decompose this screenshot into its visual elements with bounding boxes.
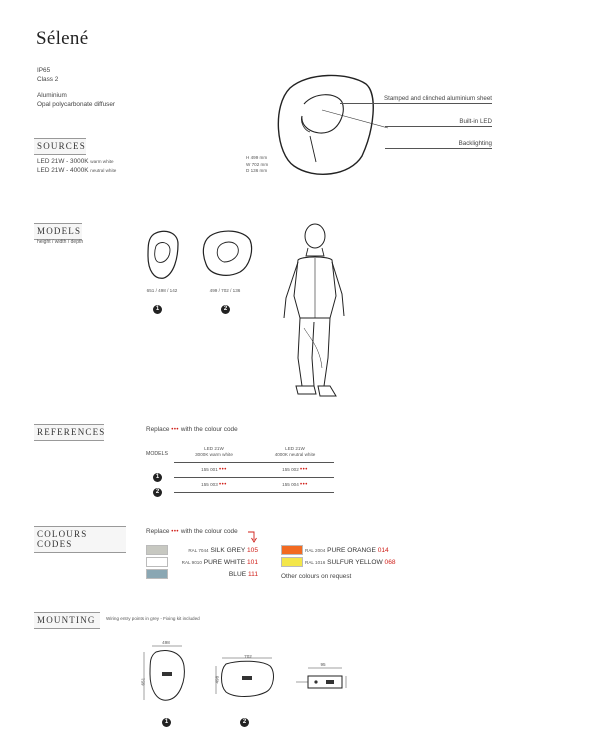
colour-code-101: 101 [246, 559, 258, 566]
source-2: LED 21W - 4000K [37, 166, 89, 174]
section-mounting: MOUNTING [34, 612, 100, 629]
spec-diffuser: Opal polycarbonate diffuser [37, 100, 116, 108]
colour-name-silk-grey: SILK GREY [210, 547, 246, 554]
arrow-down-icon [247, 530, 259, 544]
colour-name-pure-orange: PURE ORANGE [327, 547, 376, 554]
colour-pure-white [170, 559, 258, 566]
callout-led [385, 118, 492, 127]
colour-name-pure-white: PURE WHITE [203, 559, 246, 566]
ref-155001: 155 001 [201, 467, 218, 472]
ref-155003: 155 003 [201, 482, 218, 487]
mounting-1-height: 651 [140, 677, 146, 686]
spec-material: Aluminium [37, 92, 67, 99]
page-title: Sélené [36, 28, 89, 49]
section-colours: COLOURS CODES [34, 526, 126, 553]
model-1-drawing [144, 228, 184, 283]
mounting-2-width: 702 [244, 654, 252, 659]
references-row-2-rule [174, 492, 334, 493]
colours-instruction [146, 528, 238, 535]
references-col-2-line-1: LED 21W [285, 446, 305, 451]
mounting-1-width: 498 [162, 640, 170, 645]
fixing-kit-width: 95 [320, 662, 326, 667]
colours-other-note: Other colours on request [281, 573, 352, 580]
colours-suffix: with the colour code [180, 528, 238, 535]
fixing-kit-drawing [296, 664, 356, 694]
section-models: MODELS [34, 223, 82, 240]
swatch-pure-orange [281, 545, 303, 555]
mounting-2-drawing [212, 654, 282, 700]
dim-height: H 499 mm [246, 155, 268, 160]
references-header-rule [174, 462, 334, 463]
references-row-1-ref-1 [174, 467, 254, 473]
callout-led-label: Built-in LED [459, 118, 492, 125]
references-row-2-ref-2 [255, 482, 335, 488]
callout-led-rule [385, 126, 492, 127]
references-row-2-ref-1 [174, 482, 254, 488]
ref-155001-dots: ••• [219, 467, 227, 473]
callout-backlight-label: Backlighting [458, 140, 492, 147]
spec-class: Class 2 [37, 75, 59, 83]
dim-depth: D 136 mm [246, 168, 268, 173]
ral-9010: RAL 9010 [181, 560, 202, 565]
colour-sulfur-yellow [305, 559, 396, 566]
references-row-1-rule [174, 477, 334, 478]
dimensions [246, 155, 268, 175]
ral-2004: RAL 2004 [305, 548, 326, 553]
ref-155002-dots: ••• [300, 467, 308, 473]
source-1: LED 21W - 3000K [37, 158, 89, 165]
references-row-1-ref-2 [255, 467, 335, 473]
source-2-note: neutral white [90, 167, 117, 173]
mounting-note: Wiring entry points in grey - Fixing kit included [106, 616, 200, 621]
references-col-1 [174, 446, 254, 458]
callout-backlight [385, 140, 492, 149]
callout-leaders [300, 96, 390, 136]
spec-list [37, 67, 115, 109]
models-subtitle: height / width / depth [37, 239, 84, 245]
section-sources: SOURCES [34, 138, 86, 155]
colour-blue [170, 571, 258, 578]
ral-7044: RAL 7044 [188, 548, 209, 553]
ref-155002: 155 002 [282, 467, 299, 472]
swatch-silk-grey [146, 545, 168, 555]
colour-code-111: 111 [247, 571, 258, 578]
colour-pure-orange [305, 547, 389, 554]
section-references: REFERENCES [34, 424, 104, 441]
human-scale-figure [270, 218, 360, 403]
references-col-2-line-2: 4000K neutral white [274, 452, 316, 457]
references-suffix: with the colour code [180, 426, 238, 433]
model-2-badge: 2 [221, 305, 230, 314]
references-replace: Replace [146, 426, 170, 433]
ref-155003-dots: ••• [219, 482, 227, 488]
colour-name-blue: BLUE [228, 571, 247, 578]
sources-list [37, 158, 116, 175]
callout-backlight-rule [385, 148, 492, 149]
swatch-sulfur-yellow [281, 557, 303, 567]
swatch-pure-white [146, 557, 168, 567]
references-col-1-line-2: 3000K warm white [195, 452, 233, 457]
mounting-2-badge: 2 [240, 718, 249, 727]
mounting-2-height: 498 [214, 675, 220, 684]
references-col-1-line-1: LED 21W [204, 446, 224, 451]
ral-1016: RAL 1016 [305, 560, 326, 565]
references-col-models: MODELS [146, 451, 168, 457]
callout-sheet-label: Stamped and clinched aluminium sheet [383, 95, 492, 102]
colours-replace: Replace [146, 528, 170, 535]
ref-155004-dots: ••• [300, 482, 308, 488]
references-col-2 [255, 446, 335, 458]
spec-gap [37, 84, 115, 92]
model-2-drawing [200, 228, 255, 280]
model-2-dims: 499 / 702 / 136 [209, 288, 241, 293]
colour-silk-grey [170, 547, 258, 554]
references-row-2-badge: 2 [153, 488, 162, 497]
references-row-1-badge: 1 [153, 473, 162, 482]
model-1-badge: 1 [153, 305, 162, 314]
colour-code-105: 105 [246, 547, 258, 554]
model-1-dims: 651 / 498 / 142 [146, 288, 178, 293]
colour-code-068: 068 [384, 559, 396, 566]
ref-155004: 155 004 [282, 482, 299, 487]
references-instruction [146, 426, 238, 433]
references-dots: ••• [171, 427, 180, 433]
dim-width: W 702 mm [246, 161, 269, 167]
mounting-1-badge: 1 [162, 718, 171, 727]
colours-dots: ••• [171, 529, 180, 535]
colour-code-014: 014 [377, 547, 389, 554]
colour-name-sulfur-yellow: SULFUR YELLOW [327, 559, 383, 566]
swatch-blue [146, 569, 168, 579]
source-1-note: warm white [90, 159, 114, 164]
spec-ip: IP65 [37, 67, 51, 74]
